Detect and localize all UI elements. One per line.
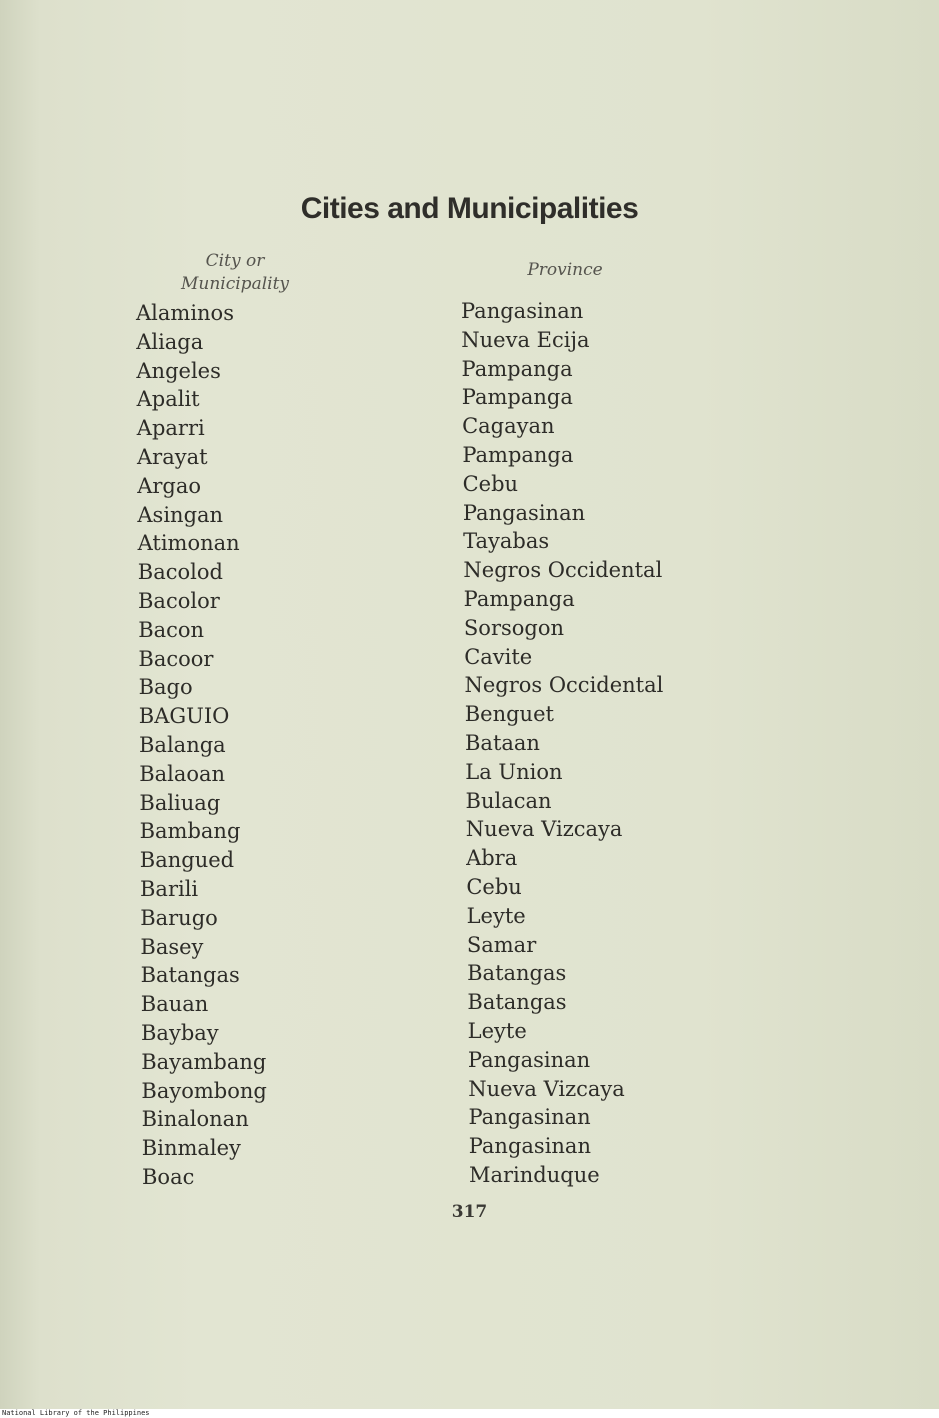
table-cell-province: Batangas [467,990,567,1015]
column-header-city-label: City or Municipality [180,251,290,294]
table-cell-city: Bangued [139,848,235,873]
table-cell-province: Cebu [462,471,519,496]
table-cell-province: Benguet [464,702,554,727]
table-cell-city: Bacolor [138,589,220,613]
table-cell-city: BAGUIO [138,704,230,729]
table-cell-province: Cebu [466,875,522,899]
table-cell-province: Cavite [464,644,533,669]
table-cell-province: Pangasinan [467,1047,591,1072]
table-cell-province: Nueva Ecija [461,327,590,352]
table-cell-city: Baliuag [139,790,221,815]
table-cell-city: Batangas [140,963,240,988]
table-cell-province: Marinduque [469,1163,600,1187]
table-cell-city: Binalonan [141,1107,249,1132]
table-cell-city: Boac [142,1165,195,1189]
table-cell-city: Basey [140,934,204,959]
table-cell-city: Asingan [137,502,224,527]
table-cell-province: Pampanga [462,443,574,467]
column-header-province-label: Province [527,260,603,280]
table-cell-city: Argao [137,473,201,498]
table-cell-city: Balanga [139,733,226,757]
table-cell-province: Negros Occidental [464,673,664,698]
table-cell-city: Arayat [137,445,208,469]
table-cell-province: Nueva Vizcaya [468,1076,625,1101]
table-cell-province: Samar [466,932,537,957]
table-cell-city: Bauan [140,992,209,1017]
table-cell-city: Bacoor [138,646,214,671]
table-cell-city: Binmaley [141,1136,241,1161]
table-cell-city: Baybay [141,1021,219,1045]
page-number: 317 [451,1202,488,1222]
table-cell-city: Bayambang [141,1049,267,1074]
table-cell-city: Angeles [136,358,221,383]
table-cell-province: Cagayan [462,414,555,439]
table-cell-province: Leyte [467,1019,527,1043]
table-cell-province: Pampanga [461,356,573,381]
table-cell-province: Sorsogon [463,615,565,640]
table-cell-city: Barugo [140,905,218,930]
footer-credit: National Library of the Philippines [0,1409,939,1418]
table-cell-province: Tayabas [463,529,550,554]
table-cell-city: Barili [140,877,199,901]
table-cell-city: Apalit [136,387,200,412]
table-cell-province: La Union [465,759,563,784]
page-title: Cities and Municipalities [300,192,639,225]
table-cell-city: Bacon [138,617,205,642]
table-cell-city: Bambang [139,819,241,844]
table-cell-province: Batangas [467,961,567,986]
table-cell-province: Bataan [465,731,540,755]
table-cell-province: Leyte [466,903,526,928]
table-cell-province: Negros Occidental [463,558,663,583]
table-cell-city: Bago [138,675,193,700]
table-cell-city: Aliaga [136,329,204,354]
table-cell-province: Pampanga [463,587,575,611]
table-cell-province: Pangasinan [468,1134,591,1159]
table-cell-province: Pangasinan [461,299,584,323]
table-cell-province: Bulacan [465,788,552,813]
table-cell-city: Alaminos [136,301,234,325]
table-cell-province: Pampanga [461,385,573,410]
table-cell-province: Nueva Vizcaya [465,817,623,842]
table-cell-city: Aparri [136,416,205,441]
table-cell-city: Balaoan [139,761,226,786]
table-cell-province: Pangasinan [468,1105,591,1130]
table-cell-city: Bacolod [137,560,223,585]
table-cell-province: Abra [466,846,518,871]
table-cell-province: Pangasinan [462,500,586,525]
table-cell-city: Bayombong [141,1078,267,1103]
table-cell-city: Atimonan [137,531,240,556]
